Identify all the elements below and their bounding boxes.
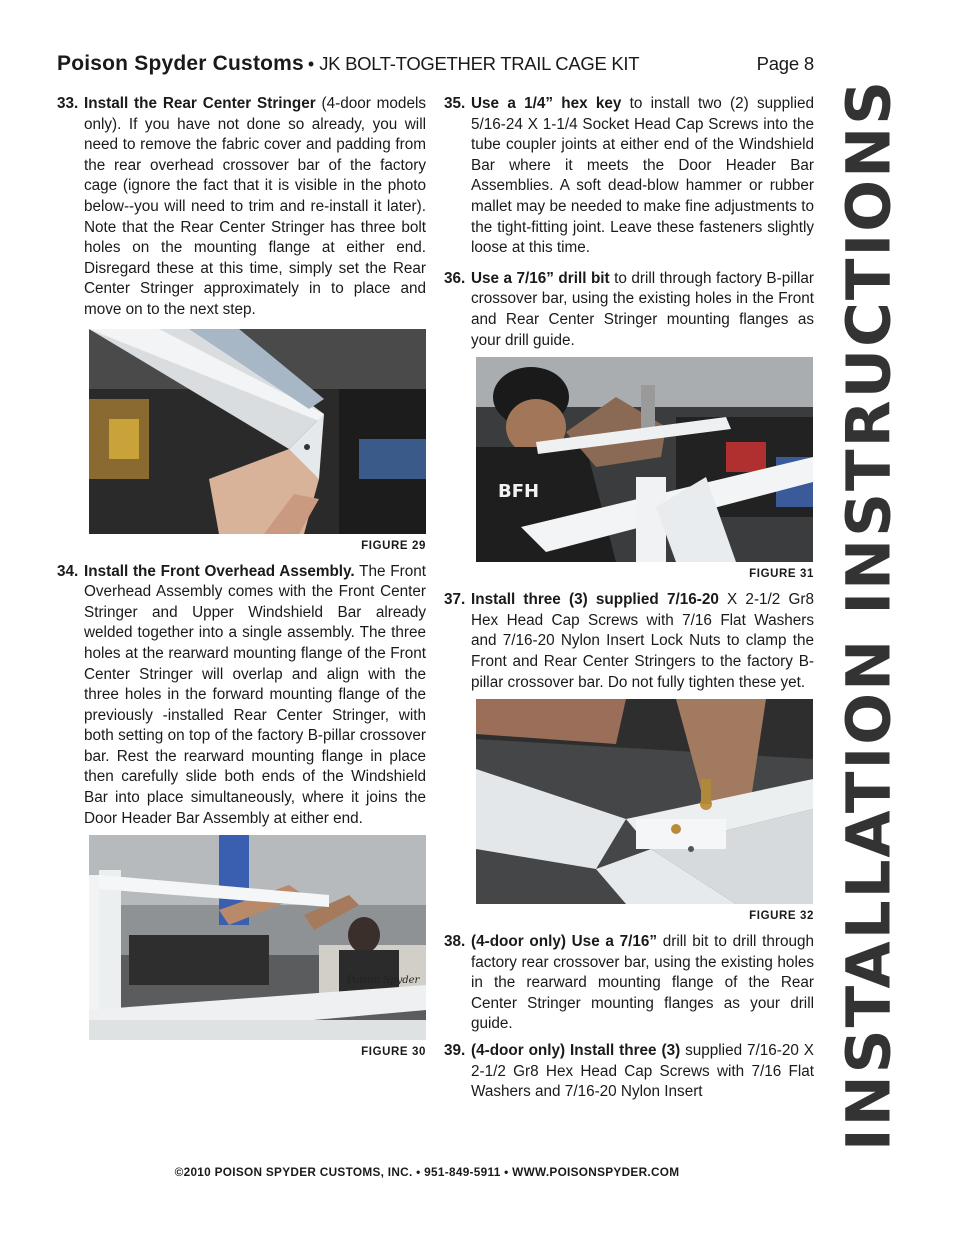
step-text: The Front Overhead Assembly comes with the Front Center Stringer and Upper Windshield Bar already welded together into a single assembly. The three holes at the rearward mounting flange of the Front Center Stringer will overlap and align with the three holes in the forward mounting flange of the previously -installed Rear Center Stringer, with both setting on top of the factory B-pillar crossover bar. Rest the rearward mounting flange in place then carefully slide both ends of the Windshield Bar into place simultaneously, where it joins the Door Header Bar Assembly at either end. bbox=[84, 562, 426, 827]
document-title: JK BOLT-TOGETHER TRAIL CAGE KIT bbox=[319, 53, 640, 74]
step-number: 36. bbox=[444, 269, 466, 287]
page-number: Page 8 bbox=[756, 53, 814, 74]
step-number: 33. bbox=[57, 95, 79, 112]
figure-32-photo bbox=[476, 699, 813, 904]
figure-29-caption: FIGURE 29 bbox=[361, 539, 426, 552]
figure-30-caption: FIGURE 30 bbox=[361, 1046, 426, 1059]
step-heading: Install three (3) supplied 7/16-20 bbox=[471, 591, 719, 609]
step-heading: Use a 7/16” drill bit bbox=[471, 269, 610, 287]
bar-logo-text: Poison Spyder bbox=[347, 975, 420, 987]
page-footer: ©2010 POISON SPYDER CUSTOMS, INC. • 951-849-5911 • WWW.POISONSPYDER.COM bbox=[174, 1165, 680, 1179]
step-38 bbox=[444, 932, 814, 1035]
step-number: 34. bbox=[57, 562, 79, 580]
step-heading: Use a 1/4” hex key bbox=[471, 95, 622, 112]
step-36 bbox=[444, 269, 814, 351]
figure-30-image bbox=[89, 835, 426, 1040]
step-text: to install two (2) supplied 5/16-24 X 1-1/4 Socket Head Cap Screws into the tube coupler joints at either end of the Windshield Bar where it meets the Door Header Bar Assemblies. A soft dead-blow hammer or rubber mallet may be needed to make fine adjustments to the tight-fitting joint. Leave these fasteners slightly loose at this time. bbox=[471, 95, 814, 257]
step-number: 37. bbox=[444, 591, 466, 609]
step-34 bbox=[57, 562, 426, 830]
section-sidebar bbox=[833, 60, 905, 1170]
page-header bbox=[57, 52, 814, 80]
figure-31-image bbox=[476, 357, 813, 562]
step-heading: Install the Rear Center Stringer bbox=[84, 95, 316, 112]
step-number: 38. bbox=[444, 933, 466, 951]
sidebar-title: INSTALLATION INSTRUCTIONS bbox=[833, 78, 905, 1152]
step-heading: Install the Front Overhead Assembly. bbox=[84, 562, 355, 580]
right-column bbox=[444, 94, 814, 1109]
header-bullet: • bbox=[307, 54, 315, 74]
step-text: to drill through factory B-pillar crossover bar, using the existing holes in the Front and Rear Center Stringer mounting flanges as your drill guide. bbox=[471, 269, 814, 349]
step-39 bbox=[444, 1041, 814, 1103]
step-heading: (4-door only) Use a 7/16” bbox=[471, 933, 658, 951]
step-text: X 2-1/2 Gr8 Hex Head Cap Screws with 7/16 Flat Washers and 7/16-20 Nylon Insert Lock Nuts to clamp the Front and Rear Center Stringers to the factory B-pillar crossover bar. Do not fully tighten these yet. bbox=[471, 591, 814, 691]
figure-32-image bbox=[476, 699, 813, 904]
brand-name: Poison Spyder Customs bbox=[57, 52, 304, 75]
step-37 bbox=[444, 590, 814, 693]
figure-31-caption: FIGURE 31 bbox=[749, 568, 814, 581]
figure-30-photo bbox=[89, 835, 426, 1040]
figure-31-photo bbox=[476, 357, 813, 562]
step-text: (4-door models only). If you have not done so already, you will need to remove the fabric cover and padding from the rear overhead crossover bar of the factory cage (ignore the fact that it is visible in the photo below--you will need to trim and re-install it later). Note that the Rear Center Stringer has three bolt holes on the mounting flange at either end. Disregard these at this time, simply set the Rear Center Stringer approximately in to place and move on to the next step. bbox=[84, 95, 426, 318]
step-text: supplied 7/16-20 X 2-1/2 Gr8 Hex Head Cap Screws with 7/16 Flat Washers and 7/16-20 Nylon Insert bbox=[471, 1042, 814, 1101]
left-column bbox=[57, 94, 426, 1068]
step-text: drill bit to drill through factory rear crossover bar, using the existing holes in the rearward mounting flange of the Rear Center Stringer mounting flanges as your drill guide. bbox=[471, 933, 815, 1033]
figure-29-photo bbox=[89, 329, 426, 534]
figure-29-image bbox=[89, 329, 426, 534]
step-heading: (4-door only) Install three (3) bbox=[471, 1042, 681, 1060]
step-35 bbox=[444, 94, 814, 259]
step-number: 35. bbox=[444, 95, 466, 112]
step-number: 39. bbox=[444, 1042, 466, 1060]
figure-32-caption: FIGURE 32 bbox=[749, 910, 814, 923]
step-33 bbox=[57, 94, 426, 321]
shirt-logo-text: BFH bbox=[498, 481, 540, 503]
